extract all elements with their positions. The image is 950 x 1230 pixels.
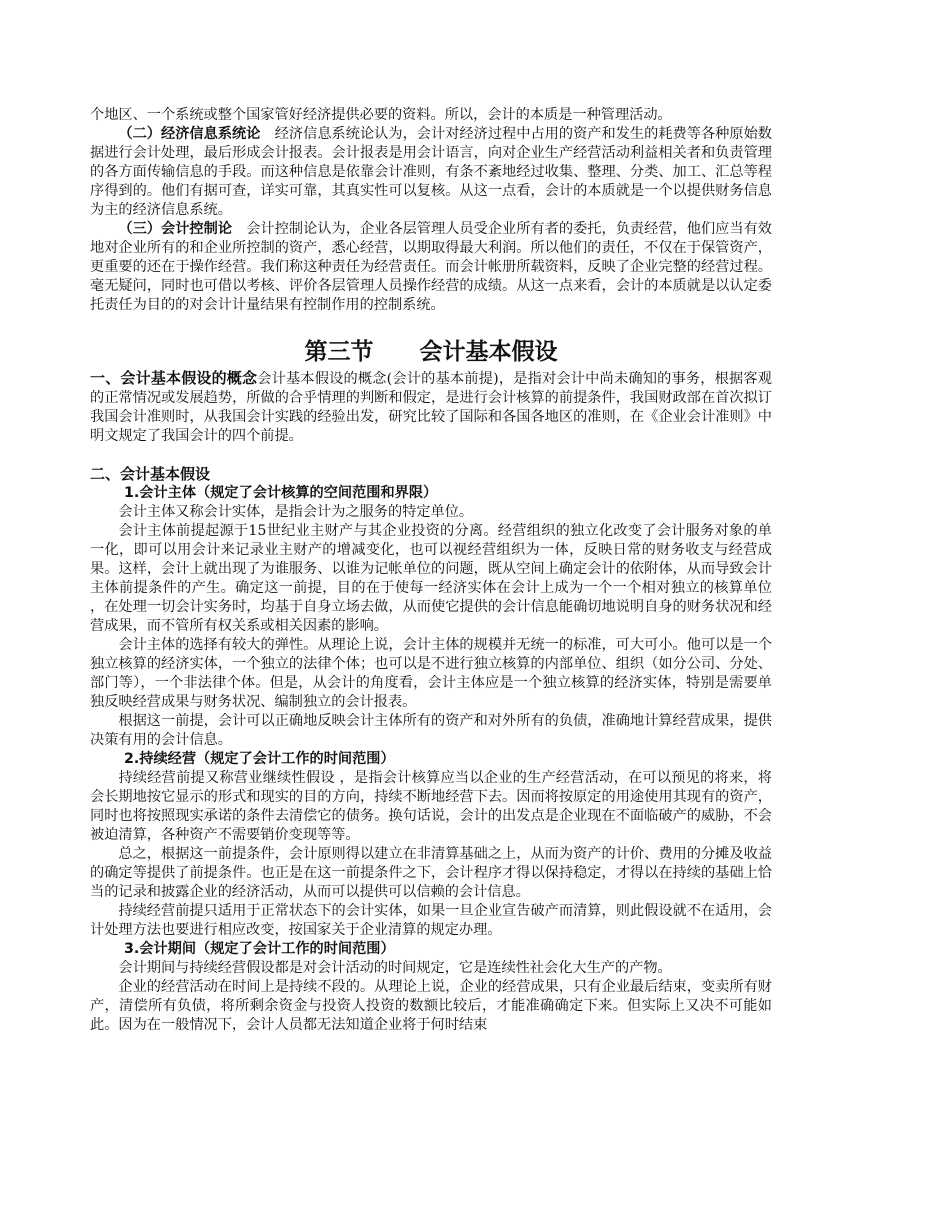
paragraph-economic-information xyxy=(90,125,772,220)
section-number: 第三节 xyxy=(304,339,374,365)
intro-continuation: 个地区、一个系统或整个国家管好经济提供必要的资料。所以，会计的本质是一种管理活动。 xyxy=(90,107,672,123)
entity-paragraph: 会计主体前提起源于15世纪业主财产与其企业投资的分离。经营组织的独立化改变了会计服务对象的单一化，即可以用会计来记录业主财产的增减变化，也可以视经营组织为一体，反映日常的财务收支与经营成果。这样，会计上就出现了为谁服务、以谁为记帐单位的问题，既从空间上确定会计的依附体，从而导致会计主体前提条件的产生。确定这一前提，目的在于使每一经济实体在会计上成为一个一个相对独立的核算单位 ，在处理一切会计实务时，均基于自身立场去做，从而使它提供的会计信息能确切地说明自身的财务状况和经营成果，而不管所有权关系或相关因素的影响。 xyxy=(90,523,772,634)
entity-paragraph: 会计主体又称会计实体，是指会计为之服务的特定单位。 xyxy=(118,504,474,520)
section-title xyxy=(90,337,772,367)
accounting-period-paragraph: 企业的经营活动在时间上是持续不段的。从理论上说，企业的经营成果，只有企业最后结束，变卖所有财产，清偿所有负债，将所剩余资金与投资人投资的数额比较后，才能准确确定下来。但实际上又决不可能如此。因为在一般情况下，会计人员都无法知道企业将于何时结束 xyxy=(90,979,772,1033)
accounting-period-paragraph: 会计期间与持续经营假设都是对会计活动的时间规定，它是连续性社会化大生产的产物。 xyxy=(118,960,672,976)
heading-accounting-entity: 1.会计主体（规定了会计核算的空间范围和界限） xyxy=(124,485,438,501)
paragraph-assumption-concept xyxy=(90,369,772,446)
document-body xyxy=(90,106,772,1035)
text-assumption-concept: 会计基本假设的概念(会计的基本前提)，是指对会计中尚未确知的事务，根据客观的正常情况或发展趋势，所做的合乎情理的判断和假定，是进行会计核算的前提条件，我国财政部在首次拟订我国会计准则时，从我国会计实践的经验出发，研究比较了国际和各国各地区的准则，在《企业会计准则》中明文规定了我国会计的四个前提。 xyxy=(90,371,772,444)
heading-going-concern: 2.持续经营（规定了会计工作的时间范围） xyxy=(124,751,395,767)
heading-basic-assumptions: 二、会计基本假设 xyxy=(90,465,211,483)
entity-paragraph: 会计主体的选择有较大的弹性。从理论上说，会计主体的规模并无统一的标准，可大可小。他可以是一个独立核算的经济实体，一个独立的法律个体；也可以是不进行独立核算的内部单位、组织（如分公司、分处、部门等），一个非法律个体。但是，从会计的角度看，会计主体应是一个独立核算的经济实体，特别是需要单独反映经营成果与财务状况、编制独立的会计报表。 xyxy=(90,637,772,710)
text-accounting-control: 会计控制论认为，企业各层管理人员受企业所有者的委托，负责经营，他们应当有效地对企业所有的和企业所控制的资产，悉心经营，以期取得最大利润。所以他们的责任，不仅在于保管资产，更重要的还在于操作经营。我们称这种责任为经营责任。而会计帐册所载资料，反映了企业完整的经营过程。毫无疑问，同时也可借以考核、评价各层管理人员操作经营的成绩。从这一点来看，会计的本质就是以认定委托责任为目的的对会计计量结果有控制作用的控制系统。 xyxy=(90,221,772,313)
going-concern-paragraph: 总之，根据这一前提条件，会计原则得以建立在非清算基础之上，从而为资产的计价、费用的分摊及收益的确定等提供了前提条件。也正是在这一前提条件之下，会计程序才得以保持稳定，才得以在持续的基础上恰当的记录和披露企业的经济活动，从而可以提供可以信赖的会计信息。 xyxy=(90,846,772,900)
text-economic-information: 经济信息系统论认为，会计对经济过程中占用的资产和发生的耗费等各种原始数据进行会计处理，最后形成会计报表。会计报表是用会计语言，向对企业生产经营活动利益相关者和负责管理的各方面传输信息的手段。而这种信息是依靠会计准则，有条不紊地经过收集、整理、分类、加工、汇总等程序得到的。他们有据可查，详实可靠，其真实性可以复核。从这一点看，会计的本质就是一个以提供财务信息为主的经济信息系统。 xyxy=(90,126,772,218)
heading-accounting-control: （三）会计控制论 xyxy=(118,221,233,237)
heading-economic-information: （二）经济信息系统论 xyxy=(118,126,261,142)
entity-paragraph: 根据这一前提，会计可以正确地反映会计主体所有的资产和对外所有的负债，准确地计算经营成果，提供决策有用的会计信息。 xyxy=(90,713,772,748)
going-concern-paragraph: 持续经营前提只适用于正常状态下的会计实体，如果一旦企业宣告破产而清算，则此假设就不在适用，会计处理方法也要进行相应改变，按国家关于企业清算的规定办理。 xyxy=(90,903,772,938)
going-concern-paragraph: 持续经营前提又称营业继续性假设 ，是指会计核算应当以企业的生产经营活动，在可以预见的将来，将会长期地按它显示的形式和现实的目的方向，持续不断地经营下去。因而将按原定的用途使用其现有的资产，同时也将按照现实承诺的条件去清偿它的债务。换句话说，会计的出发点是企业现在不面临破产的威胁，不会被迫清算，各种资产不需要销价变现等等。 xyxy=(90,770,772,843)
section-name: 会计基本假设 xyxy=(419,339,558,365)
paragraph-accounting-control xyxy=(90,220,772,315)
heading-accounting-period: 3.会计期间（规定了会计工作的时间范围） xyxy=(124,941,395,957)
heading-assumption-concept: 一、会计基本假设的概念 xyxy=(90,369,258,387)
